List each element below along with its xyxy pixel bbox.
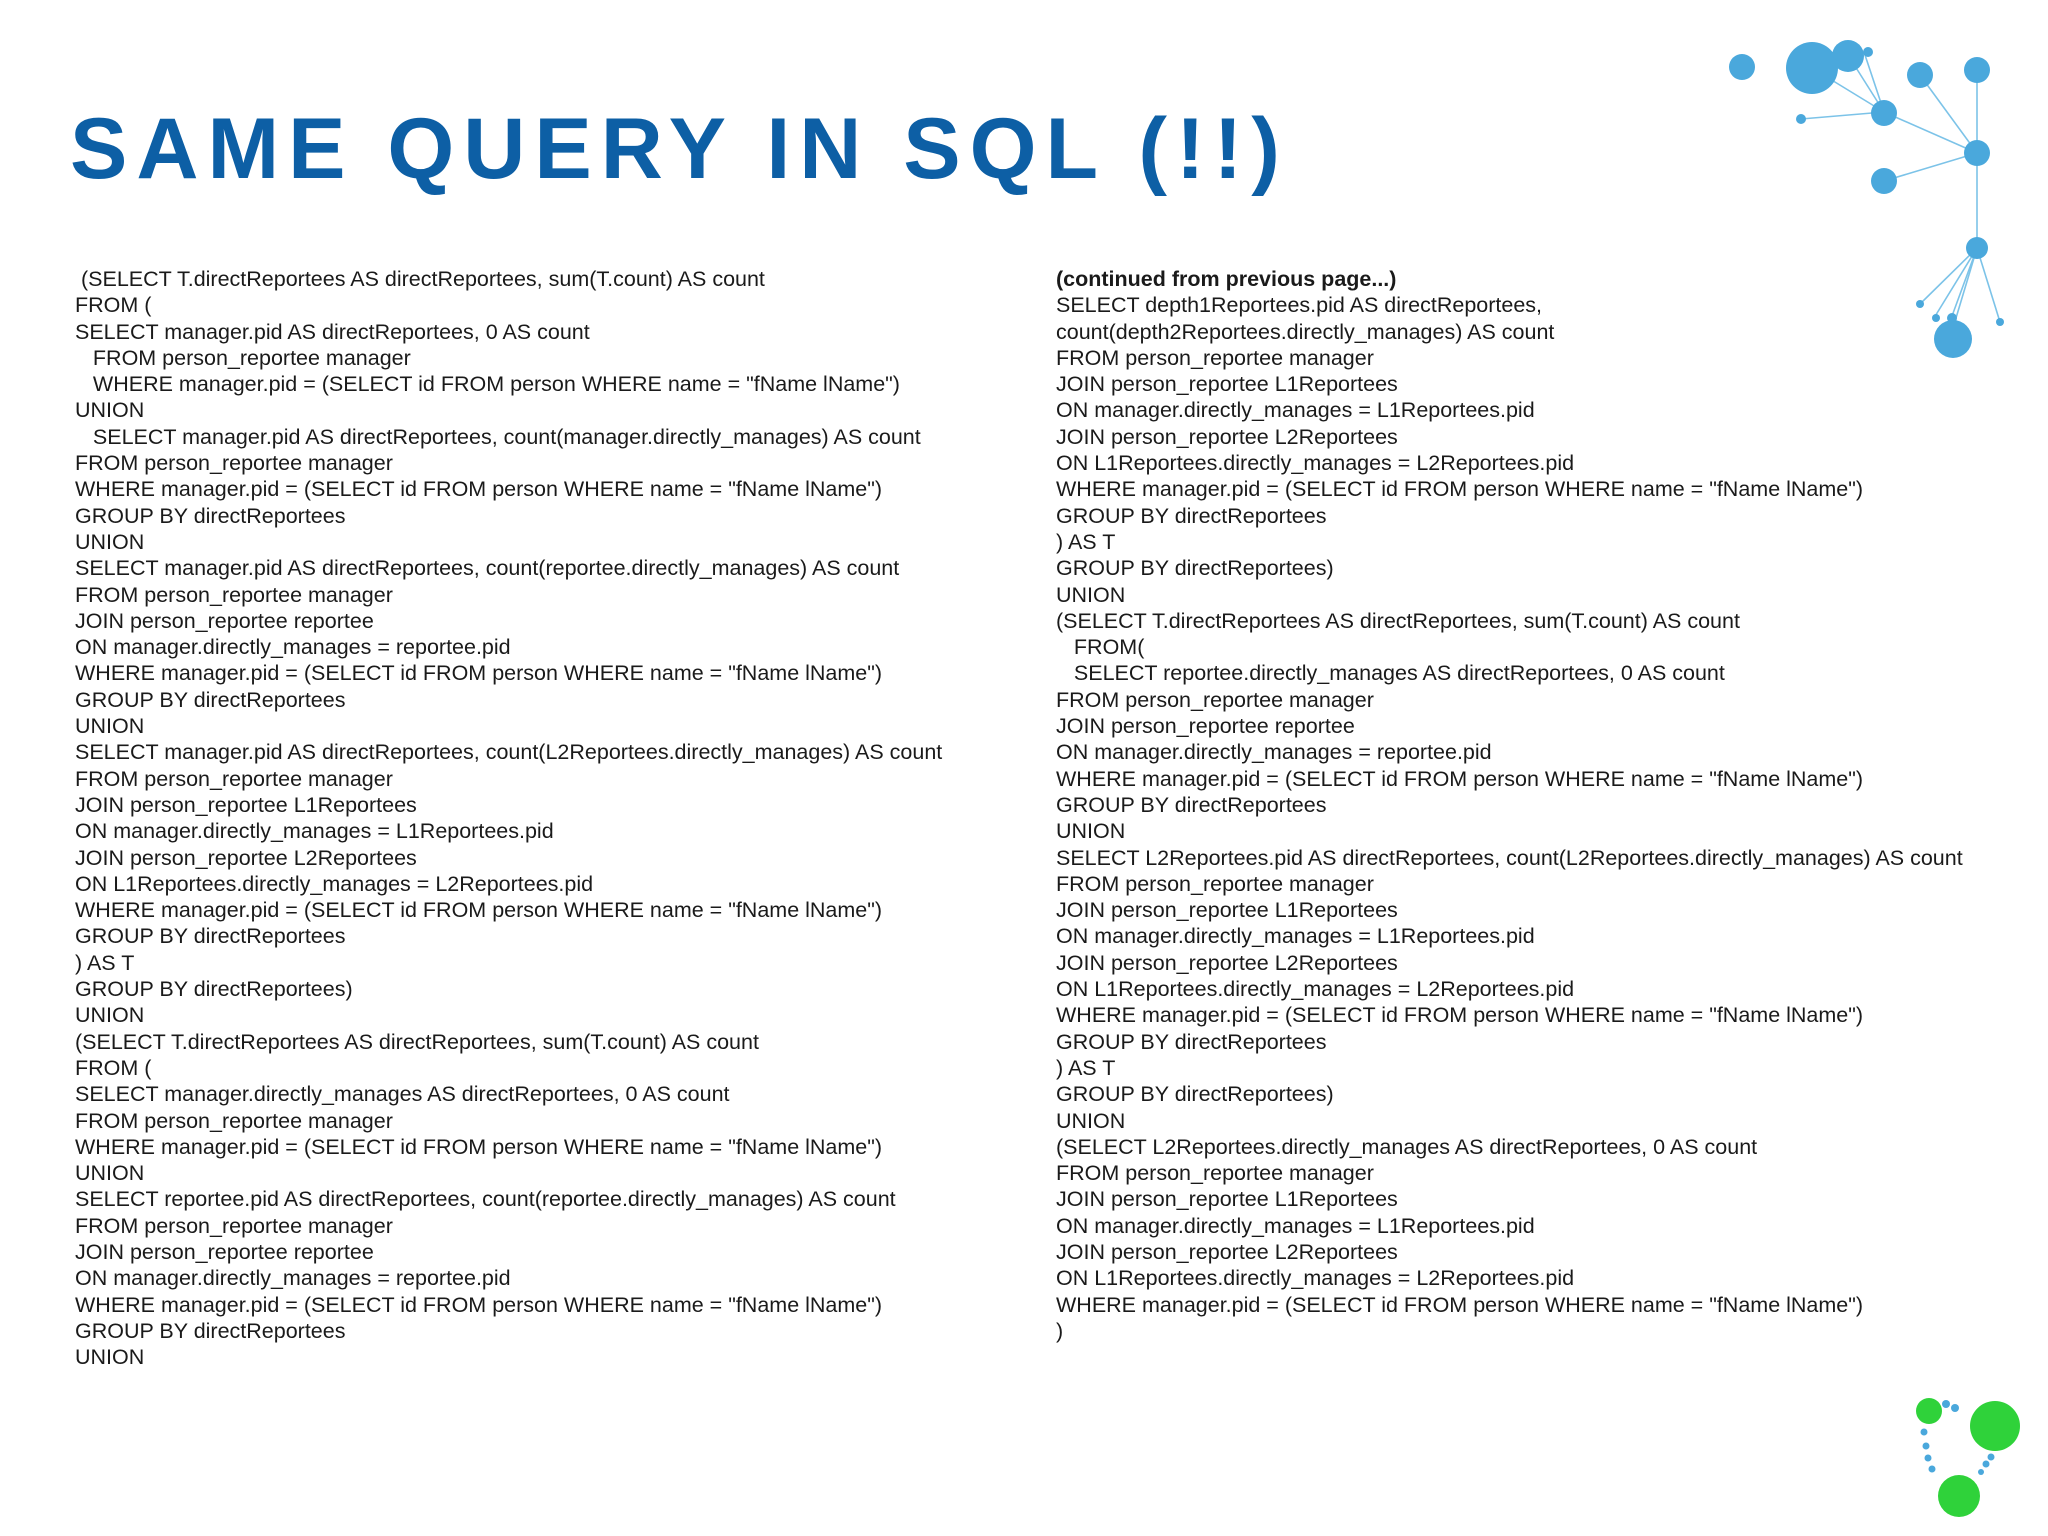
sql-code-line: SELECT reportee.pid AS directReportees, count(reportee.directly_manages) AS count: [75, 1187, 896, 1212]
sql-code-line: UNION: [1056, 582, 1126, 607]
sql-code-line: (SELECT T.directReportees AS directReportees, sum(T.count) AS count: [75, 267, 765, 291]
sql-code-line: WHERE manager.pid = (SELECT id FROM person WHERE name = "fName lName"): [1056, 1292, 1864, 1317]
sql-code-line: ) AS T: [1056, 1055, 1116, 1080]
sql-code-line: GROUP BY directReportees: [75, 687, 346, 712]
sql-code-line: GROUP BY directReportees: [75, 1318, 346, 1343]
sql-code-line: GROUP BY directReportees): [1056, 1082, 1334, 1107]
sql-code-line: FROM (: [75, 1055, 152, 1080]
sql-code-line: JOIN person_reportee reportee: [75, 608, 374, 633]
sql-code-line: SELECT manager.directly_manages AS directReportees, 0 AS count: [75, 1082, 730, 1107]
sql-code-line: ) AS T: [75, 950, 135, 975]
sql-code-line: WHERE manager.pid = (SELECT id FROM person WHERE name = "fName lName"): [1056, 1003, 1864, 1028]
sql-code-line: JOIN person_reportee L1Reportees: [75, 792, 417, 817]
sql-code-line: GROUP BY directReportees: [1056, 503, 1327, 528]
sql-code-line: SELECT manager.pid AS directReportees, count(L2Reportees.directly_manages) AS count: [75, 740, 943, 765]
sql-code-line: ON L1Reportees.directly_manages = L2Reportees.pid: [75, 871, 594, 896]
sql-code-line: WHERE manager.pid = (SELECT id FROM person WHERE name = "fName lName"): [75, 1292, 883, 1317]
sql-code-line: GROUP BY directReportees: [75, 503, 346, 528]
sql-code-line: SELECT reportee.directly_manages AS directReportees, 0 AS count: [1056, 661, 1725, 686]
sql-code-line: FROM person_reportee manager: [75, 451, 393, 476]
sql-code-line: SELECT L2Reportees.pid AS directReportees, count(L2Reportees.directly_manages) AS count: [1056, 845, 1963, 870]
sql-code-line: UNION: [75, 1161, 145, 1186]
sql-code-line: UNION: [75, 1003, 145, 1028]
sql-code-line: UNION: [75, 1345, 145, 1370]
sql-code-line: WHERE manager.pid = (SELECT id FROM person WHERE name = "fName lName"): [1056, 766, 1864, 791]
sql-code-line: JOIN person_reportee L1Reportees: [1056, 898, 1398, 923]
sql-code-line: SELECT manager.pid AS directReportees, count(reportee.directly_manages) AS count: [75, 556, 900, 581]
sql-code-line: UNION: [75, 714, 145, 739]
sql-code-line: FROM(: [1056, 635, 1145, 660]
sql-code-line: ON manager.directly_manages = L1Reportees.pid: [1056, 398, 1535, 423]
sql-code-line: SELECT manager.pid AS directReportees, count(manager.directly_manages) AS count: [75, 424, 921, 449]
continued-note: (continued from previous page...): [1056, 267, 1397, 291]
sql-code-line: FROM person_reportee manager: [75, 766, 393, 791]
sql-code-line: FROM person_reportee manager: [1056, 687, 1374, 712]
sql-code-line: ON manager.directly_manages = reportee.pid: [75, 1266, 511, 1291]
sql-code-line: ON manager.directly_manages = L1Reportees.pid: [1056, 1213, 1535, 1238]
network-nodes-decoration: [1688, 0, 2048, 380]
sql-code-line: GROUP BY directReportees: [1056, 1029, 1327, 1054]
sql-code-line: WHERE manager.pid = (SELECT id FROM person WHERE name = "fName lName"): [75, 661, 883, 686]
sql-code-line: SELECT depth1Reportees.pid AS directReportees,: [1056, 293, 1543, 318]
sql-code-line: JOIN person_reportee L2Reportees: [75, 845, 417, 870]
sql-code-line: JOIN person_reportee L2Reportees: [1056, 1239, 1398, 1264]
sql-code-line: UNION: [75, 529, 145, 554]
sql-code-line: FROM person_reportee manager: [75, 345, 411, 370]
sql-code-line: ) AS T: [1056, 529, 1116, 554]
sql-code-line: JOIN person_reportee L2Reportees: [1056, 950, 1398, 975]
sql-code-line: (SELECT L2Reportees.directly_manages AS directReportees, 0 AS count: [1056, 1134, 1758, 1159]
sql-code-right-column: [1056, 266, 2006, 1344]
sql-code-right-lines: [1056, 292, 2006, 1344]
sql-code-line: WHERE manager.pid = (SELECT id FROM person WHERE name = "fName lName"): [75, 1134, 883, 1159]
sql-code-line: GROUP BY directReportees): [1056, 556, 1334, 581]
sql-code-line: FROM person_reportee manager: [1056, 1161, 1374, 1186]
sql-code-line: FROM person_reportee manager: [1056, 871, 1374, 896]
sql-code-line: ON L1Reportees.directly_manages = L2Reportees.pid: [1056, 1266, 1575, 1291]
sql-code-line: JOIN person_reportee reportee: [75, 1239, 374, 1264]
sql-code-line: ON L1Reportees.directly_manages = L2Reportees.pid: [1056, 977, 1575, 1002]
sql-code-line: ON manager.directly_manages = reportee.pid: [1056, 740, 1492, 765]
sql-code-line: ON manager.directly_manages = L1Reportees.pid: [1056, 924, 1535, 949]
sql-code-line: FROM (: [75, 293, 152, 318]
sql-code-line: JOIN person_reportee L2Reportees: [1056, 424, 1398, 449]
sql-code-line: ON manager.directly_manages = L1Reportees.pid: [75, 819, 554, 844]
sql-code-line: GROUP BY directReportees: [1056, 792, 1327, 817]
sql-code-line: JOIN person_reportee L1Reportees: [1056, 372, 1398, 397]
sql-code-line: ON L1Reportees.directly_manages = L2Reportees.pid: [1056, 451, 1575, 476]
sql-code-line: WHERE manager.pid = (SELECT id FROM person WHERE name = "fName lName"): [75, 898, 883, 923]
sql-code-line: WHERE manager.pid = (SELECT id FROM person WHERE name = "fName lName"): [75, 477, 883, 502]
sql-code-line: WHERE manager.pid = (SELECT id FROM person WHERE name = "fName lName"): [1056, 477, 1864, 502]
sql-code-line: FROM person_reportee manager: [75, 1108, 393, 1133]
sql-code-line: (SELECT T.directReportees AS directReportees, sum(T.count) AS count: [1056, 608, 1740, 633]
sql-code-line: WHERE manager.pid = (SELECT id FROM person WHERE name = "fName lName"): [75, 372, 900, 397]
sql-code-line: UNION: [75, 398, 145, 423]
sql-code-left-column: [75, 266, 1055, 1370]
sql-code-line: (SELECT T.directReportees AS directReportees, sum(T.count) AS count: [75, 1029, 759, 1054]
sql-code-line: FROM person_reportee manager: [75, 1213, 393, 1238]
sql-code-line: JOIN person_reportee L1Reportees: [1056, 1187, 1398, 1212]
green-dots-decoration: [1888, 1366, 2048, 1536]
sql-code-line: ON manager.directly_manages = reportee.pid: [75, 635, 511, 660]
sql-code-line: count(depth2Reportees.directly_manages) AS count: [1056, 319, 1555, 344]
sql-code-line: ): [1056, 1318, 1064, 1343]
sql-code-line: GROUP BY directReportees: [75, 924, 346, 949]
sql-code-line: JOIN person_reportee reportee: [1056, 714, 1355, 739]
slide-title: SAME QUERY IN SQL (!!): [70, 101, 1289, 197]
sql-code-line: SELECT manager.pid AS directReportees, 0 AS count: [75, 319, 590, 344]
sql-code-line: FROM person_reportee manager: [75, 582, 393, 607]
sql-code-line: UNION: [1056, 819, 1126, 844]
sql-code-line: FROM person_reportee manager: [1056, 345, 1374, 370]
sql-code-line: GROUP BY directReportees): [75, 977, 353, 1002]
sql-code-line: UNION: [1056, 1108, 1126, 1133]
